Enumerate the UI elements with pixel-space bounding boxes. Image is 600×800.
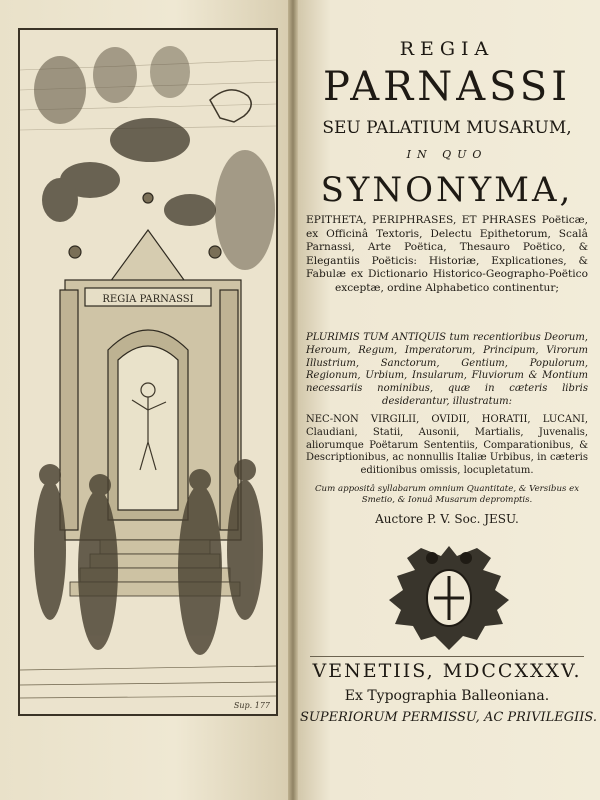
imprint-place-date: VENETIIS, MDCCXXXV. [312,660,582,682]
imprint-privilege: SUPERIORUM PERMISSU, AC PRIVILEGIIS. [300,710,597,725]
description-paragraph-2: PLURIMIS TUM ANTIQUIS tum recentioribus Deorum, Heroum, Regum, Imperatorum, Principum, Virorum Illustrium, Sanctorum, Gentium, Populorum, Regionum, Urbium, Insularum, Fluviorum & Montium necessariis nominibus, quæ in cæteris libris desiderantur, illustratum: [306,332,588,407]
title-in-quo: IN QUO [406,148,488,161]
divider-rule [310,656,584,657]
title-subtitle: SEU PALATIUM MUSARUM, [322,118,572,138]
imprint-printer: Ex Typographia Balleoniana. [344,688,550,704]
title-regia: REGIA [399,38,495,60]
book-gutter [288,0,298,800]
title-synonyma: SYNONYMA, [320,170,574,210]
description-paragraph-1: EPITHETA, PERIPHRASES, ET PHRASES Poëticæ, ex Officinâ Textoris, Delectu Epithetorum, Scalâ Parnassi, Arte Poëtica, Thesauro Poëtico, & Elegantiis Poëticis: Historiæ, Explicationes, & Fabulæ ex Dictionario Historico-Geographo-Poëtico exceptæ, ordine Alphabetico continentur; [306,214,588,294]
engraver-signature: Sup. 177 [233,701,270,710]
engraving-illustration [20,30,276,714]
title-parnassi: PARNASSI [322,64,572,110]
arch-inscription: REGIA PARNASSI [102,294,194,305]
description-paragraph-4: Cum appositâ syllabarum omnium Quantitate, & Versibus ex Smetio, & Ionuâ Musarum depromptis. [314,484,580,505]
author-line: Auctore P. V. Soc. JESU. [375,512,519,526]
frontispiece-engraving [18,28,278,716]
description-paragraph-3: NEC-NON VIRGILII, OVIDII, HORATII, LUCANI, Claudiani, Statii, Ausonii, Martialis, Juvenalis, aliorumque Poëtarum Sententiis, Comparationibus, & Descriptionibus, ac nonnullis Italiæ Urbibus, in cæteris editionibus omissis, locupletatum. [306,414,588,477]
double-headed-eagle-emblem [374,536,524,654]
title-page [300,0,597,800]
